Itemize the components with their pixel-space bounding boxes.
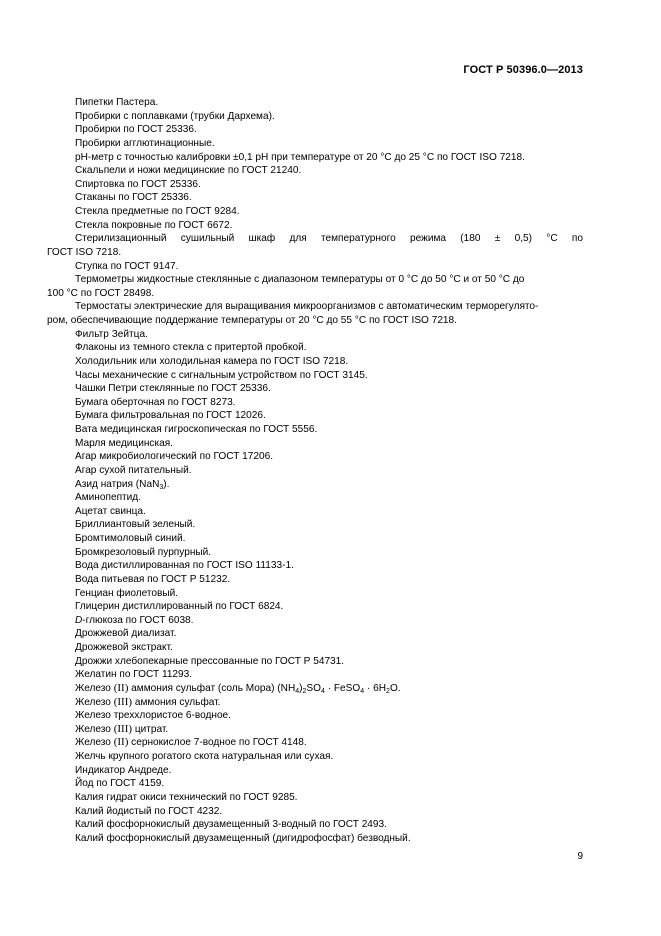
text-line: Термостаты электрические для выращивания микроорганизмов с автоматическим терморегулято- bbox=[75, 301, 539, 313]
text-line: Железо треххлористое 6-водное. bbox=[75, 710, 231, 722]
text-line: Пробирки по ГОСТ 25336. bbox=[75, 124, 197, 136]
text-line: Спиртовка по ГОСТ 25336. bbox=[75, 178, 201, 190]
text-line bbox=[47, 614, 583, 628]
text-span: (III) bbox=[113, 722, 133, 735]
text-span: . bbox=[166, 478, 170, 490]
text-line: ром, обеспечивающие поддержание температуры от 20 °С до 55 °С по ГОСТ ISO 7218. bbox=[47, 315, 457, 326]
text-line bbox=[47, 723, 583, 737]
subscript: 4 bbox=[360, 687, 365, 695]
text-line bbox=[47, 478, 583, 492]
text-line: Глицерин дистиллированный по ГОСТ 6824. bbox=[75, 601, 284, 613]
text-span: · FeSO bbox=[324, 682, 361, 694]
text-line: Стерилизационный сушильный шкаф для температурного режима (180 ± 0,5) °С по bbox=[75, 233, 583, 245]
text-line: Стаканы по ГОСТ 25336. bbox=[75, 192, 192, 204]
text-line: Часы механические с сигнальным устройством по ГОСТ 3145. bbox=[75, 369, 368, 381]
text-span: сернокислое 7-водное по ГОСТ 4148. bbox=[128, 737, 307, 749]
text-span: аммония сульфат (соль Мора) (NH bbox=[128, 682, 296, 694]
text-line: Пробирки агглютинационные. bbox=[75, 137, 215, 149]
text-line bbox=[47, 696, 583, 710]
text-span: Железо bbox=[75, 696, 114, 708]
page-number: 9 bbox=[577, 851, 583, 862]
text-line: Бумага фильтровальная по ГОСТ 12026. bbox=[75, 410, 266, 422]
document-body bbox=[47, 96, 583, 845]
text-line: 100 °С по ГОСТ 28498. bbox=[47, 287, 155, 299]
text-line: Аминопептид. bbox=[75, 492, 141, 504]
text-line: Вата медицинская гигроскопическая по ГОСТ 5556. bbox=[75, 424, 318, 435]
text-span: -глюкоза по ГОСТ 6038. bbox=[82, 614, 194, 626]
text-span: цитрат. bbox=[132, 723, 169, 735]
text-line: ГОСТ ISO 7218. bbox=[47, 246, 122, 258]
text-line: Дрожжевой экстракт. bbox=[75, 642, 173, 653]
text-line: Пробирки с поплавками (трубки Дархема). bbox=[75, 110, 275, 122]
text-line: Стекла покровные по ГОСТ 6672. bbox=[75, 219, 233, 231]
text-line: Фильтр Зейтца. bbox=[75, 328, 148, 340]
text-line: Холодильник или холодильная камера по ГОСТ ISO 7218. bbox=[75, 355, 349, 367]
text-line: Бромтимоловый синий. bbox=[75, 533, 186, 544]
text-span: · 6H bbox=[364, 682, 387, 694]
text-line: Вода питьевая по ГОСТ Р 51232. bbox=[75, 573, 231, 585]
subscript: 3 bbox=[159, 483, 164, 491]
text-span: SO bbox=[306, 682, 322, 694]
text-line: Бриллиантовый зеленый. bbox=[75, 519, 196, 531]
text-line: Калия гидрат окиси технический по ГОСТ 9285. bbox=[75, 791, 298, 803]
text-line: Агар сухой питательный. bbox=[75, 464, 192, 476]
text-span: (III) bbox=[113, 695, 133, 708]
text-line: Генциан фиолетовый. bbox=[75, 587, 179, 599]
text-line: Калий фосфорнокислый двузамещенный (дигидрофосфат) безводный. bbox=[75, 832, 411, 844]
text-line: Чашки Петри стеклянные по ГОСТ 25336. bbox=[75, 383, 271, 395]
text-line bbox=[47, 682, 583, 696]
text-line: Калий фосфорнокислый двузамещенный 3-водный по ГОСТ 2493. bbox=[75, 819, 387, 831]
text-span: ) bbox=[163, 478, 167, 490]
text-span: Железо bbox=[75, 682, 114, 694]
subscript: 2 bbox=[386, 687, 390, 695]
text-line: Индикатор Андреде. bbox=[75, 764, 172, 776]
text-line: pH-метр с точностью калибровки ±0,1 pH при температуре от 20 °С до 25 °С по ГОСТ ISO 7218. bbox=[75, 151, 525, 163]
text-line: Ацетат свинца. bbox=[75, 505, 146, 517]
subscript: 4 bbox=[295, 687, 300, 695]
text-line: Бумага оберточная по ГОСТ 8273. bbox=[75, 396, 236, 408]
text-line: Желатин по ГОСТ 11293. bbox=[75, 669, 193, 681]
text-span: (II) bbox=[113, 681, 129, 694]
text-span: Азид натрия (NaN bbox=[75, 478, 160, 490]
document-code-header: ГОСТ Р 50396.0—2013 bbox=[463, 64, 583, 76]
text-line: Термометры жидкостные стеклянные с диапазоном температуры от 0 °С до 50 °С и от 50 °С до bbox=[75, 274, 525, 286]
text-span: ) bbox=[299, 682, 303, 694]
text-line: Стекла предметные по ГОСТ 9284. bbox=[75, 206, 240, 217]
text-span: (II) bbox=[113, 736, 129, 749]
text-line: Скальпели и ножи медицинские по ГОСТ 21240. bbox=[75, 165, 302, 177]
text-span: аммония сульфат. bbox=[132, 696, 221, 708]
subscript: 2 bbox=[302, 687, 307, 695]
text-line: Йод по ГОСТ 4159. bbox=[75, 778, 165, 790]
text-line bbox=[47, 736, 583, 750]
text-line: Флаконы из темного стекла с притертой пробкой. bbox=[75, 342, 307, 354]
text-line: Пипетки Пастера. bbox=[75, 97, 159, 108]
text-span: D bbox=[75, 614, 83, 626]
text-line: Марля медицинская. bbox=[75, 437, 173, 449]
text-line: Вода дистиллированная по ГОСТ ISO 11133-1. bbox=[75, 560, 294, 572]
text-line: Дрожжевой диализат. bbox=[75, 628, 177, 640]
text-span: Железо bbox=[75, 737, 114, 749]
text-line: Ступка по ГОСТ 9147. bbox=[75, 260, 179, 272]
text-line: Бромкрезоловый пурпурный. bbox=[75, 546, 212, 558]
text-line: Калий йодистый по ГОСТ 4232. bbox=[75, 805, 223, 817]
text-line: Дрожжи хлебопекарные прессованные по ГОСТ Р 54731. bbox=[75, 655, 345, 667]
text-line: Желчь крупного рогатого скота натуральная или сухая. bbox=[75, 751, 334, 762]
text-span: Железо bbox=[75, 723, 114, 735]
subscript: 4 bbox=[321, 687, 325, 695]
text-line: Агар микробиологический по ГОСТ 17206. bbox=[75, 451, 274, 463]
text-span: O. bbox=[389, 682, 401, 694]
